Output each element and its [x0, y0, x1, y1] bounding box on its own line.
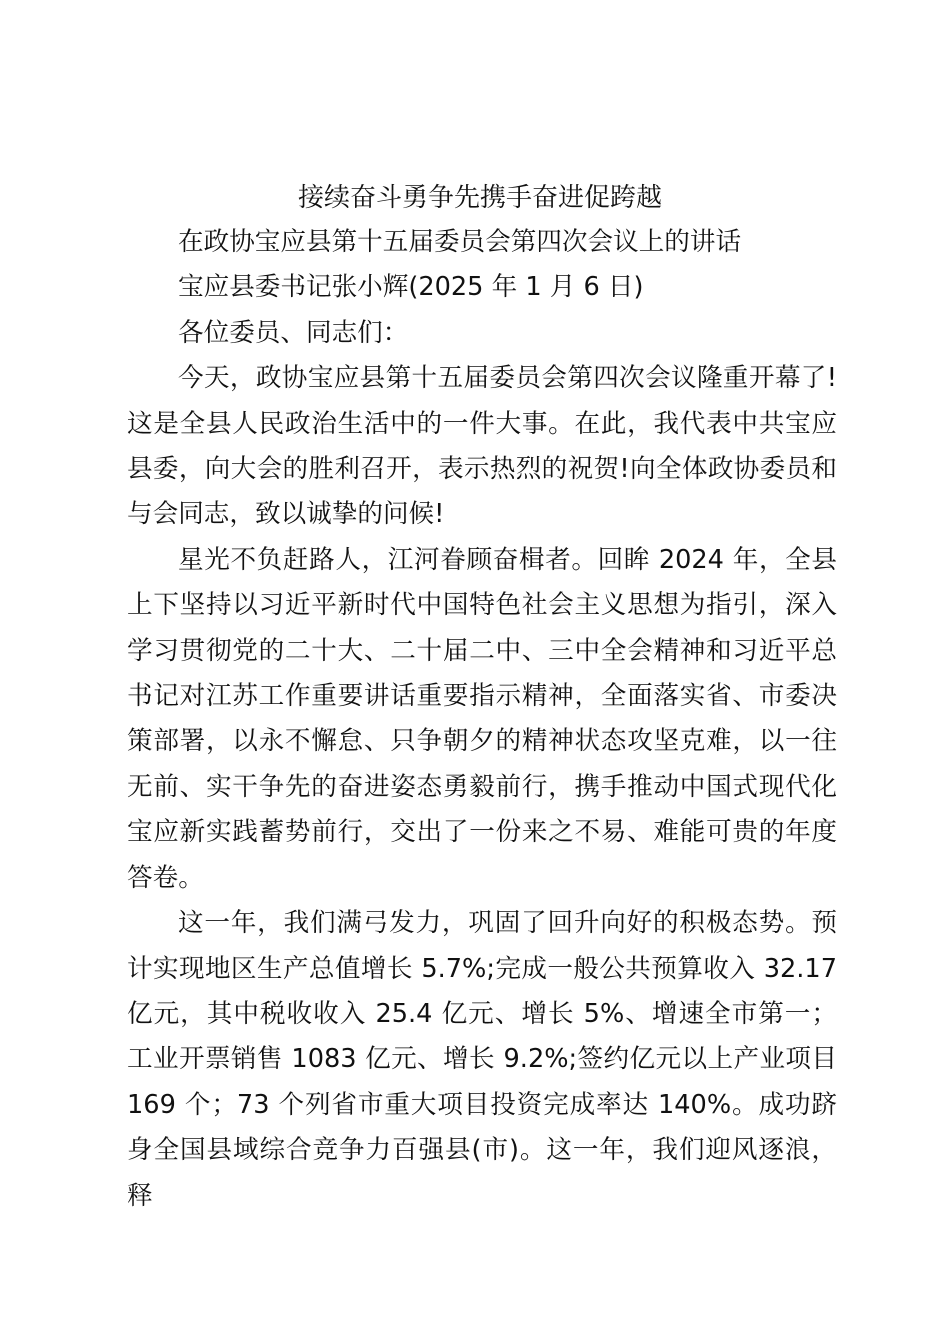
paragraph: 星光不负赶路人，江河眷顾奋楫者。回眸 2024 年，全县上下坚持以习近平新时代中国特色社会主义思想为指引，深入学习贯彻党的二十大、二十届二中、三中全会精神和习近平总书记对江苏工作重要讲话重要指示精神，全面落实省、市委决策部署，以永不懈怠、只争朝夕的精神状态攻坚克难，以一往无前、实干争先的奋进姿态勇毅前行，携手推动中国式现代化宝应新实践蓄势前行，交出了一份来之不易、难能可贵的年度答卷。	[127, 544, 837, 893]
speech-byline: 宝应县委书记张小辉(2025 年 1 月 6 日)	[178, 272, 644, 303]
speech-greeting: 各位委员、同志们：	[178, 317, 409, 348]
paragraph: 今天，政协宝应县第十五届委员会第四次会议隆重开幕了!这是全县人民政治生活中的一件大事。在此，我代表中共宝应县委，向大会的胜利召开，表示热烈的祝贺!向全体政协委员和与会同志，致以诚挚的问候!	[127, 363, 837, 530]
speech-subtitle: 在政协宝应县第十五届委员会第四次会议上的讲话	[178, 227, 742, 257]
paragraph: 这一年，我们满弓发力，巩固了回升向好的积极态势。预计实现地区生产总值增长 5.7%;完成一般公共预算收入 32.17 亿元，其中税收收入 25.4 亿元、增长 5%、增速全市第一；工业开票销售 1083 亿元、增长 9.2%;签约亿元以上产业项目 169 个；73 个列省市重大项目投资完成率达 140%。成功跻身全国县域综合竞争力百强县(市)。这一年，我们迎风逐浪，释	[127, 908, 837, 1211]
document-title: 接续奋斗勇争先携手奋进促跨越	[297, 183, 662, 213]
document-body	[127, 220, 837, 1219]
